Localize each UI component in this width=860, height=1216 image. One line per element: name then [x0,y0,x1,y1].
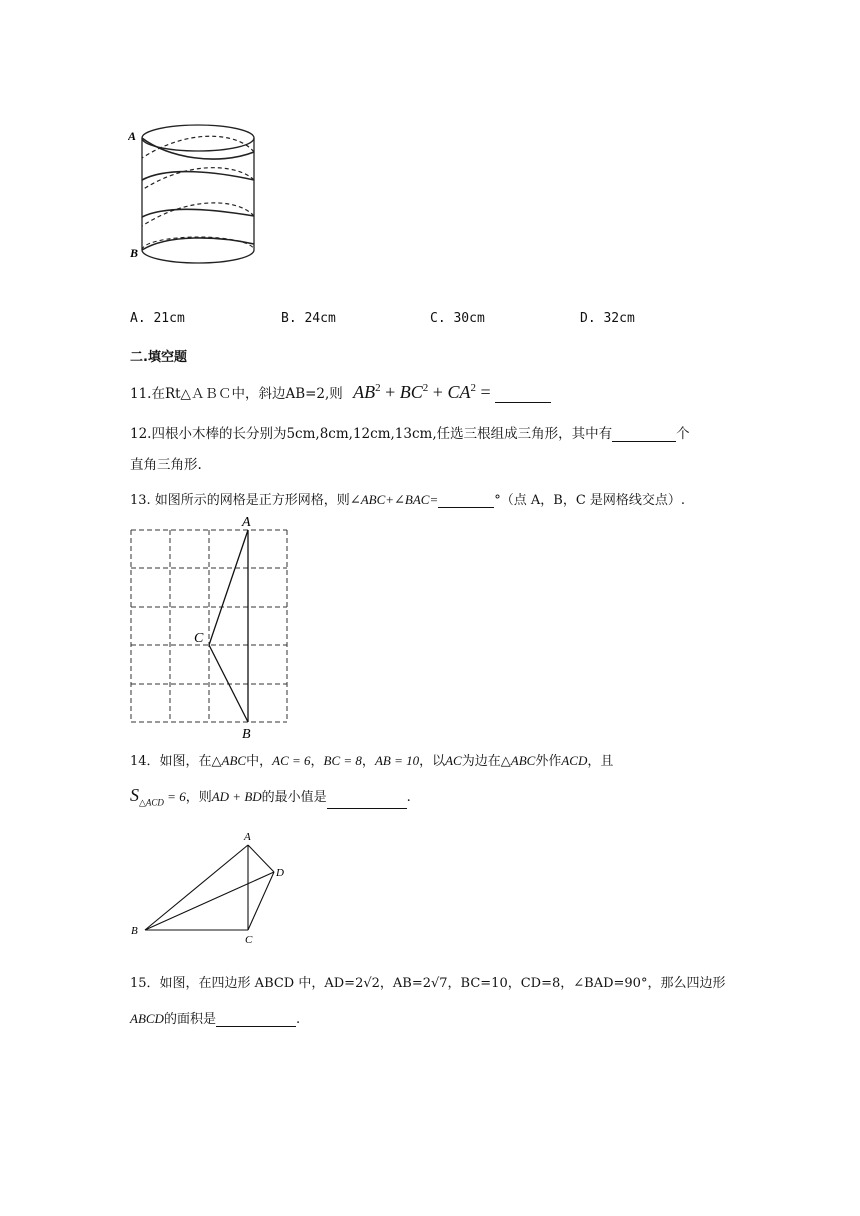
option-c: C. 30cm [430,311,485,326]
option-d: D. 32cm [580,311,635,326]
triangle-acd-figure [128,828,298,946]
q14-ac: AC = 6 [272,753,311,768]
question-13 [130,489,685,508]
q12-line1: 12.四根小木棒的长分别为5cm,8cm,12cm,13cm,任选三根组成三角形，其中有 [130,426,613,442]
q11-plus-2: + [432,382,443,402]
q13-label-b: B [242,727,251,742]
q13-label-c: C [194,631,204,646]
q12-after-blank: 个 [676,426,690,442]
q14-text-h: 的最小值是 [261,790,327,805]
q14-text-a: 14．如图，在 [130,754,212,769]
q13-expr: ∠ABC+∠BAC= [349,492,439,507]
q11-ab: AB [353,382,376,402]
q11-bc: BC [399,382,423,402]
q13-answer-blank[interactable] [438,493,494,508]
q14-s-eq: = 6 [163,789,186,804]
question-14-line-2 [130,785,411,809]
question-15-line-2 [130,1008,300,1027]
q14-ab: AB = 10 [374,753,420,768]
fig10-label-a: A [128,129,137,143]
grid-figure [122,512,302,742]
q15-line1: 15．如图，在四边形 ABCD 中，AD=2√2，AB=2√7，BC=10，CD=8，∠BAD=90°，那么四边形 [130,976,726,991]
question-11 [130,382,551,403]
cylinder-figure [128,118,266,273]
q14-s-sub: △ACD [139,797,164,808]
q14-label-d: D [276,867,284,879]
option-b: B. 24cm [281,311,336,326]
q13-prefix: 13. 如图所示的网格是正方形网格，则 [130,493,350,508]
q14-sum: AD + BD [211,789,262,804]
q14-label-c: C [245,934,253,946]
q14-bc: BC = 8 [323,753,362,768]
q14-text-f: ，且 [587,754,614,769]
option-a: A. 21cm [130,311,185,326]
q14-text-c: ，以 [419,754,446,769]
q11-eq: = [480,382,491,402]
q14-text-b: 中， [246,754,273,769]
q14-sep-2: ， [361,754,375,769]
q14-text-d: 为边在 [461,754,501,769]
q14-s: S [130,785,139,805]
q14-label-b: B [131,925,138,937]
q12-answer-blank[interactable] [612,427,676,442]
q11-exp-1: 2 [375,382,381,394]
q14-tri1: △ABC [211,753,247,768]
q15-end: . [295,1012,301,1027]
q14-end: . [406,790,411,805]
q14-sep-1: ， [310,754,324,769]
q13-label-a: A [242,515,251,530]
q14-text-e: 外作 [535,754,562,769]
q12-line2: 直角三角形. [130,457,202,473]
q14-answer-blank[interactable] [327,794,407,809]
q11-answer-blank[interactable] [495,384,551,403]
q11-exp-2: 2 [422,382,429,394]
q14-ac-side: AC [445,753,462,768]
q11-ca: CA [447,382,471,402]
q11-exp-3: 2 [470,382,476,394]
q15-answer-blank[interactable] [216,1012,296,1027]
q11-text: 11.在Rt△ＡＢＣ中，斜边AB=2,则 [130,386,343,402]
section-title: 二.填空题 [130,350,187,365]
q15-abcd: ABCD [130,1011,164,1026]
question-14-line-1 [130,750,613,769]
q14-tri2: △ABC [500,753,536,768]
q14-acd: ACD [561,753,588,768]
question-12-line-1 [130,422,690,442]
q15-text: 的面积是 [163,1012,216,1027]
q14-text-g: ，则 [185,790,212,805]
fig10-label-b: B [130,246,139,260]
q14-label-a: A [244,831,251,843]
q11-plus-1: + [385,382,396,402]
q13-suffix: °（点 A，B，C 是网格线交点）. [494,493,686,508]
